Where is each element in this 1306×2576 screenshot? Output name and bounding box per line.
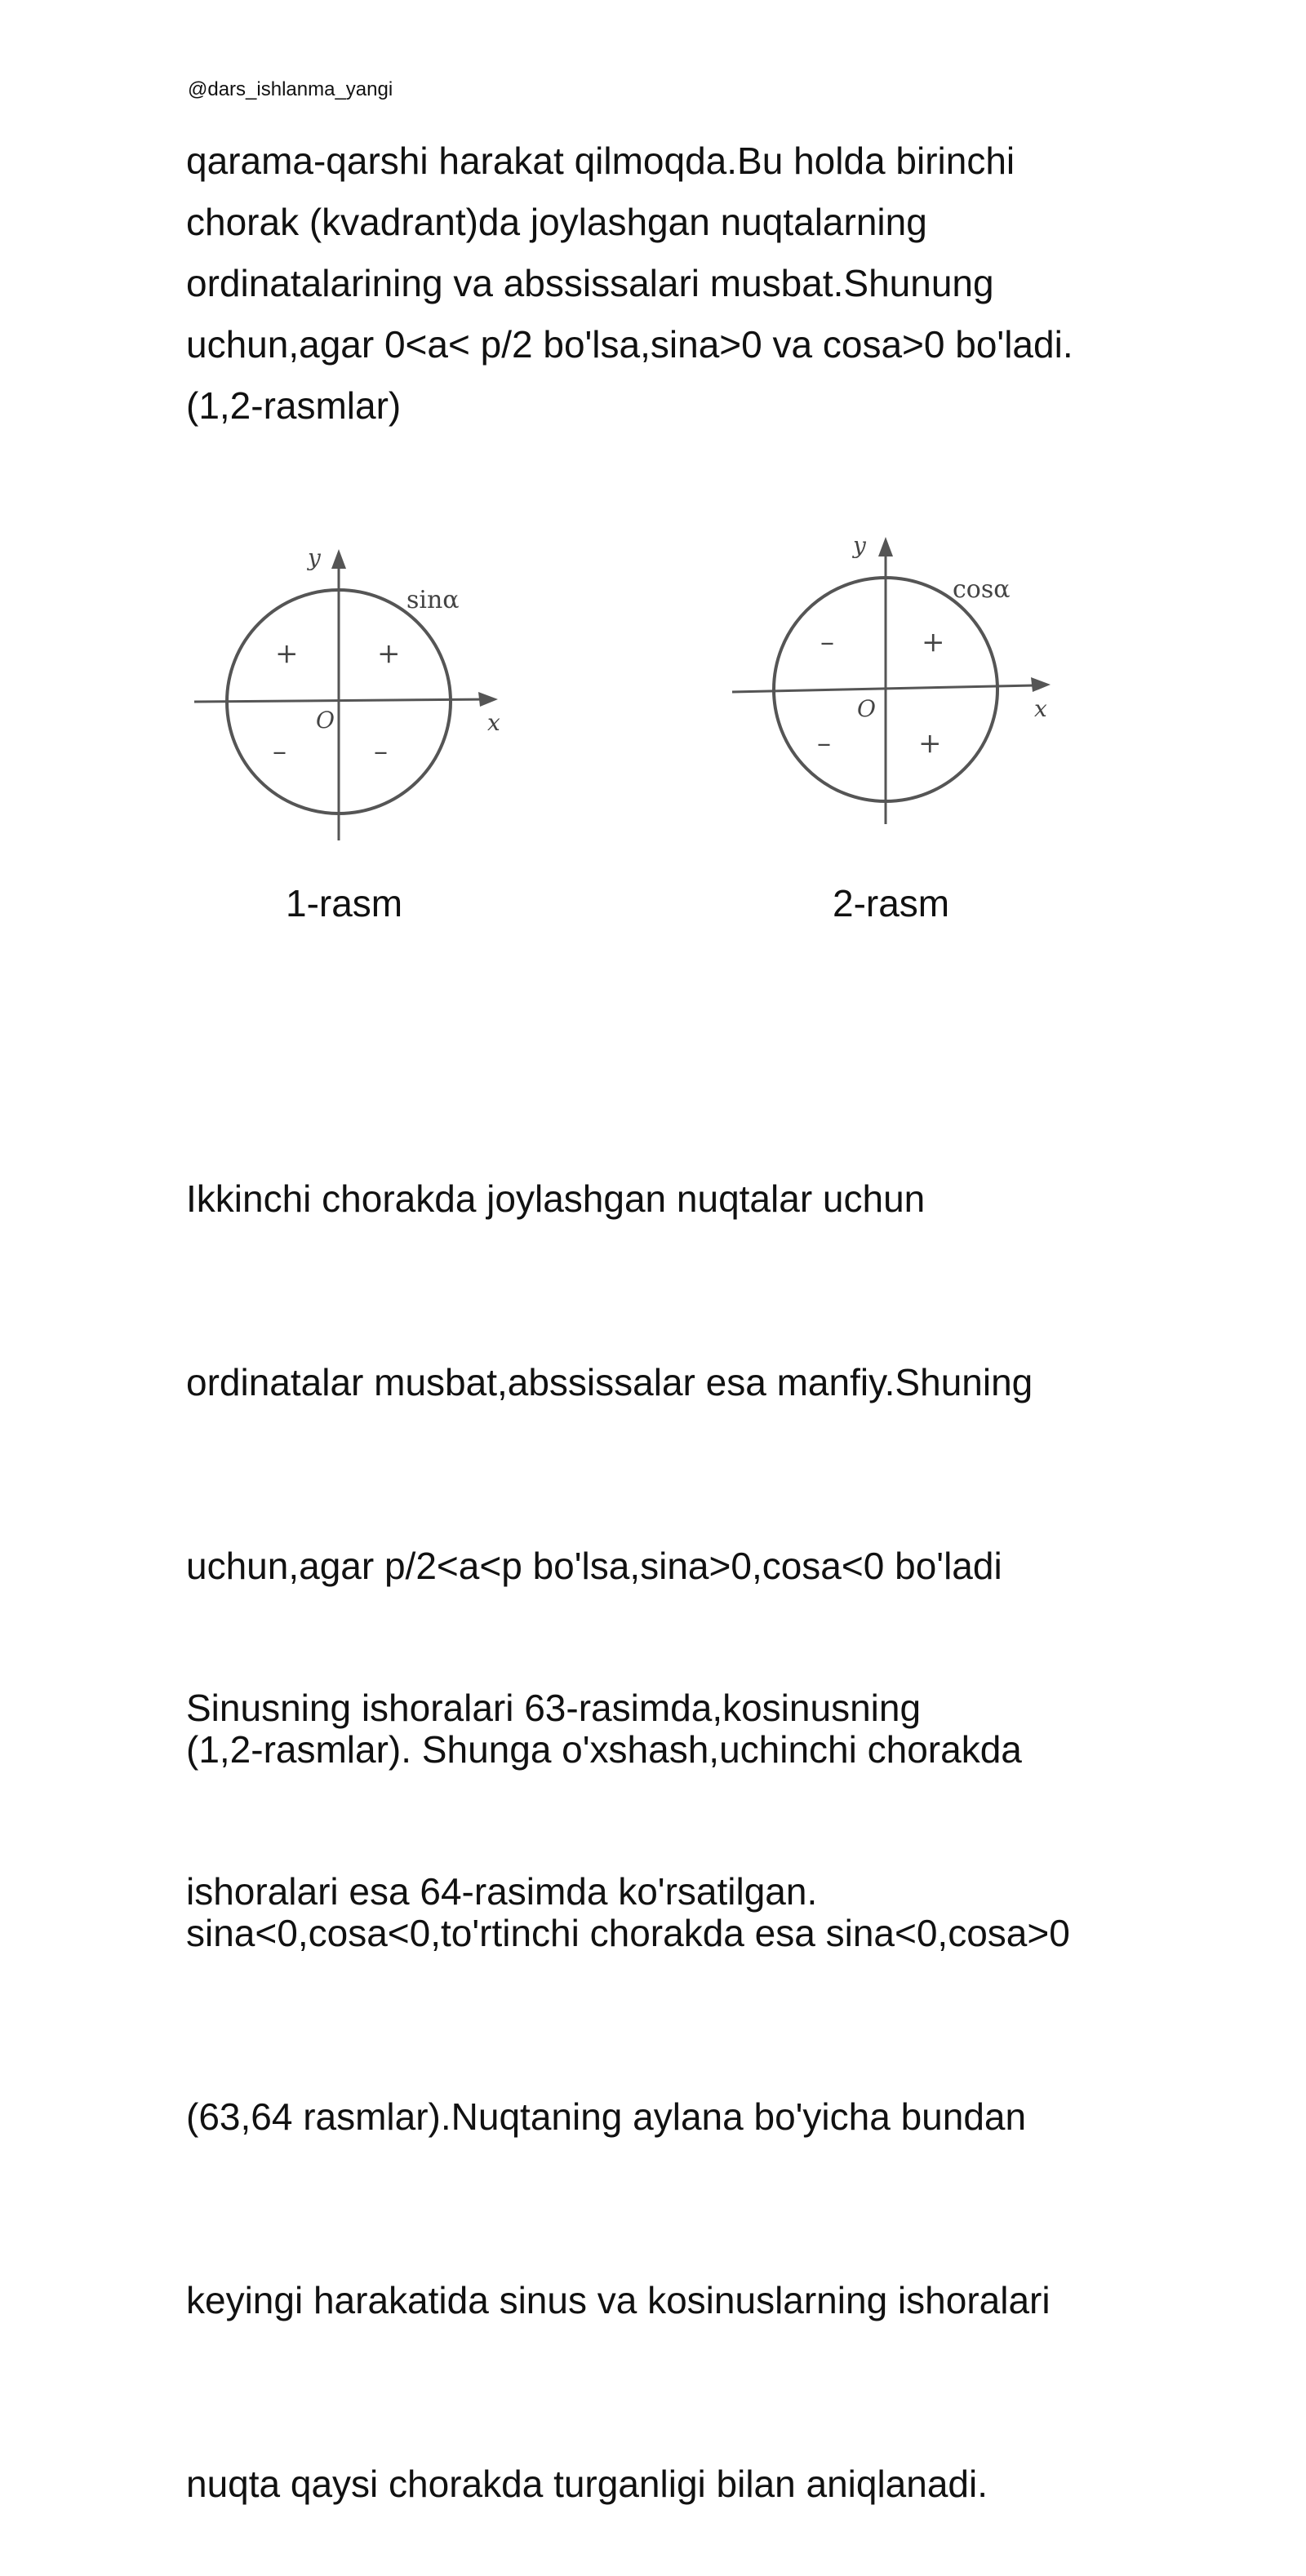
text-line: (1,2-rasmlar)	[186, 384, 402, 427]
text-line: (63,64 rasmlar).Nuqtaning aylana bo'yicha bundan	[186, 2095, 1027, 2138]
y-axis-label: y	[308, 544, 321, 571]
text-line: Sinusning ishoralari 63-rasimda,kosinusning	[186, 1687, 922, 1729]
text-line: sina<0,cosa<0,to'rtinchi chorakda esa sina<0,cosa>0	[186, 1912, 1070, 1954]
figure-2-caption: 2-rasm	[833, 882, 950, 924]
unit-circle-diagram-1	[188, 543, 531, 857]
text-line: nuqta qaysi chorakda turganligi bilan aniqlanadi.	[186, 2463, 988, 2505]
figure-1-caption: 1-rasm	[286, 882, 403, 924]
unit-circle-diagram-2	[731, 530, 1073, 845]
text-line: qarama-qarshi harakat qilmoqda.Bu holda birinchi	[186, 140, 1015, 182]
text-line: Ikkinchi chorakda joylashgan nuqtalar uchun	[186, 1177, 926, 1220]
origin-label: O	[857, 695, 876, 722]
watermark: @dars_ishlanma_yangi	[188, 78, 393, 100]
text-line: ishoralari esa 64-rasimda ko'rsatilgan.	[186, 1870, 818, 1913]
figure-cosine-signs	[731, 530, 1073, 845]
x-axis-label: x	[1034, 695, 1047, 722]
quadrant-2-sign: –	[820, 626, 834, 658]
quadrant-1-sign: +	[377, 637, 401, 670]
y-axis-label: y	[853, 532, 866, 559]
quadrant-1-sign: +	[922, 626, 945, 658]
text-line: chorak (kvadrant)da joylashgan nuqtalarning	[186, 201, 927, 243]
text-line: (1,2-rasmlar). Shunga o'xshash,uchinchi chorakda	[186, 1728, 1022, 1771]
text-line: uchun,agar 0<a< p/2 bo'lsa,sina>0 va cosa>0 bo'ladi.	[186, 323, 1073, 366]
text-line: ordinatalar musbat,abssissalar esa manfiy.Shuning	[186, 1361, 1033, 1403]
function-label: sinα	[406, 586, 460, 614]
x-axis	[194, 699, 491, 702]
x-axis-arrow-icon	[1031, 677, 1051, 692]
paragraph-3	[186, 1555, 1149, 1984]
figure-sine-signs	[188, 543, 531, 857]
quadrant-3-sign: –	[817, 727, 831, 760]
quadrant-4-sign: +	[918, 727, 942, 760]
x-axis-arrow-icon	[478, 692, 498, 707]
origin-label: O	[316, 707, 335, 734]
y-axis-arrow-icon	[878, 537, 893, 556]
x-axis	[732, 685, 1034, 692]
quadrant-2-sign: +	[275, 637, 299, 670]
y-axis-arrow-icon	[331, 549, 346, 569]
text-line: uchun,agar p/2<a<p bo'lsa,sina>0,cosa<0 bo'ladi	[186, 1545, 1002, 1587]
paragraph-1	[186, 131, 1149, 437]
text-line: ordinatalarining va abssissalari musbat.Shunung	[186, 262, 994, 304]
quadrant-3-sign: –	[273, 735, 287, 768]
function-label: cosα	[953, 575, 1011, 604]
quadrant-4-sign: –	[374, 735, 388, 768]
text-line: keyingi harakatida sinus va kosinuslarning ishoralari	[186, 2279, 1051, 2321]
x-axis-label: x	[487, 709, 500, 736]
